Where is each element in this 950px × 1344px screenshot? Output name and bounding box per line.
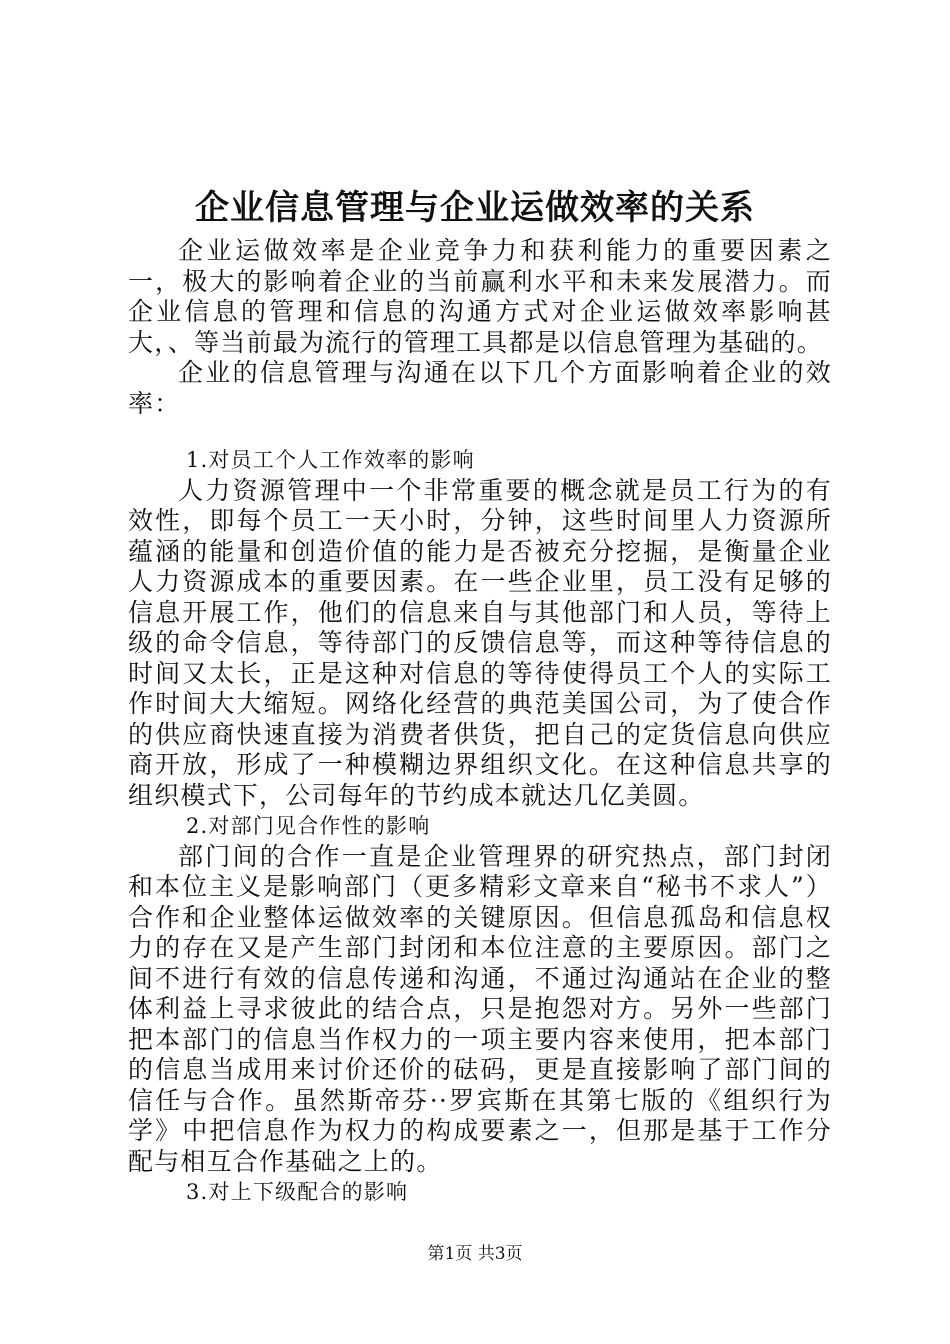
intro-paragraph: 企业运做效率是企业竞争力和获利能力的重要因素之一，极大的影响着企业的当前赢利水平和未来发展潜力。而企业信息的管理和信息的沟通方式对企业运做效率影响甚大，、等当前最为流行的管理工具都是以信息管理为基础的。 bbox=[128, 236, 832, 357]
section-paragraph: 人力资源管理中一个非常重要的概念就是员工行为的有效性，即每个员工一天小时，分钟，这些时间里人力资源所蕴涵的能量和创造价值的能力是否被充分挖掘，是衡量企业人力资源成本的重要因素。在一些企业里，员工没有足够的信息开展工作，他们的信息来自与其他部门和人员，等待上级的命令信息，等待部门的反馈信息等，而这种等待信息的时间又太长，正是这种对信息的等待使得员工个人的实际工作时间大大缩短。网络化经营的典范美国公司，为了使合作的供应商快速直接为消费者供货，把自己的定货信息向供应商开放，形成了一种模糊边界组织文化。在这种信息共享的组织模式下，公司每年的节约成本就达几亿美圆。 bbox=[128, 475, 832, 810]
section-heading: 2.对部门见合作性的影响 bbox=[186, 814, 431, 838]
section-paragraph: 部门间的合作一直是企业管理界的研究热点，部门封闭和本位主义是影响部门（更多精彩文章来自“秘书不求人”）合作和企业整体运做效率的关键原因。但信息孤岛和信息权力的存在又是产生部门封闭和本位注意的主要原因。部门之间不进行有效的信息传递和沟通，不通过沟通站在企业的整体利益上寻求彼此的结合点，只是抱怨对方。另外一些部门把本部门的信息当作权力的一项主要内容来使用，把本部门的信息当成用来讨价还价的砝码，更是直接影响了部门间的信任与合作。虽然斯帝芬··罗宾斯在其第七版的《组织行为学》中把信息作为权力的构成要素之一，但那是基于工作分配与相互合作基础之上的。 bbox=[128, 841, 832, 1176]
page-footer: 第1页 共3页 bbox=[427, 1244, 523, 1264]
intro-paragraph: 企业的信息管理与沟通在以下几个方面影响着企业的效率： bbox=[128, 358, 832, 418]
section-heading: 1.对员工个人工作效率的影响 bbox=[186, 448, 475, 472]
page-title: 企业信息管理与企业运做效率的关系 bbox=[195, 188, 755, 228]
paragraph-spacer bbox=[128, 419, 832, 445]
section-heading: 3.对上下级配合的影响 bbox=[186, 1180, 409, 1204]
document-body bbox=[128, 236, 832, 1208]
